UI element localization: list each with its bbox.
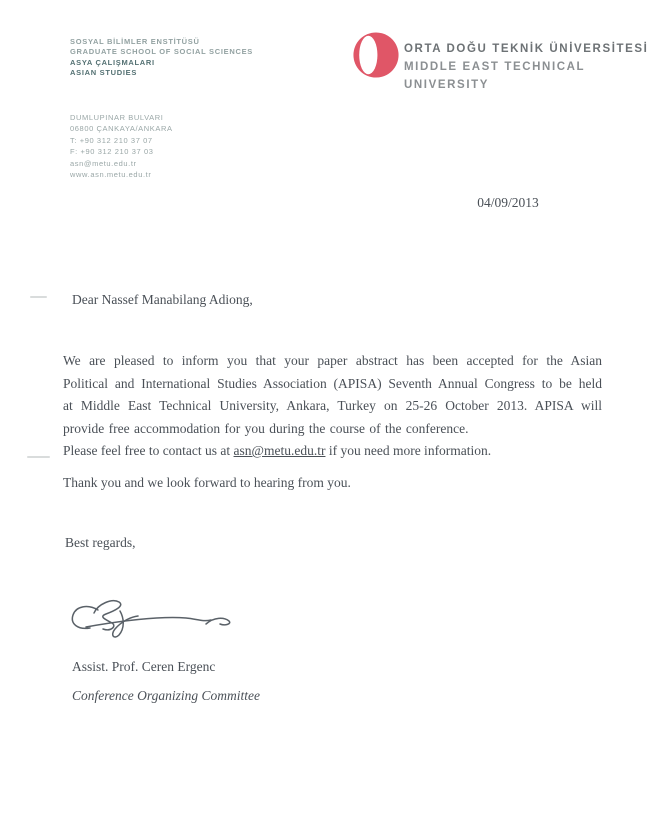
body-line: Political and International Studies Association (APISA) Seventh Annual Congress to be held (63, 375, 602, 391)
contact-block (70, 112, 173, 180)
contact-sentence-suffix: if you need more information. (325, 443, 492, 458)
program-name-en: ASIAN STUDIES (70, 68, 138, 78)
contact-sentence-prefix: Please feel free to contact us at (63, 443, 234, 458)
body-line: at Middle East Technical University, Ankara, Turkey on 25-26 October 2013. APISA will (63, 398, 602, 414)
body-line: provide free accommodation for you during the course of the conference. (63, 420, 469, 436)
department-name-en: GRADUATE SCHOOL OF SOCIAL SCIENCES (70, 47, 253, 57)
university-name-tr: ORTA DOĞU TEKNİK ÜNİVERSİTESİ (404, 43, 649, 55)
program-name-tr: ASYA ÇALIŞMALARI (70, 57, 155, 67)
body-paragraph-3: Thank you and we look forward to hearing from you. (63, 475, 351, 490)
department-name-tr: SOSYAL BİLİMLER ENSTİTÜSÜ (70, 37, 200, 46)
contact-email: asn@metu.edu.tr (70, 158, 137, 168)
university-name-en: MIDDLE EAST TECHNICAL UNIVERSITY (404, 61, 585, 91)
signature-image (64, 596, 242, 644)
body-paragraph-1 (63, 350, 602, 440)
body-line: We are pleased to inform you that your paper abstract has been accepted for the Asian (63, 353, 602, 368)
department-block (70, 37, 253, 79)
phone-number: T: +90 312 210 37 07 (70, 135, 153, 145)
email-link: asn@metu.edu.tr (233, 443, 326, 458)
address-street: DUMLUPINAR BULVARI (70, 113, 164, 122)
fold-mark (27, 456, 50, 458)
body-paragraph-2 (63, 443, 491, 459)
signer-role: Conference Organizing Committee (72, 688, 260, 703)
letter-date: 04/09/2013 (477, 195, 539, 210)
salutation: Dear Nassef Manabilang Adiong, (72, 292, 253, 307)
fold-mark (30, 296, 47, 298)
signer-name: Assist. Prof. Ceren Ergenc (72, 659, 216, 674)
address-city: 06800 ÇANKAYA/ANKARA (70, 124, 173, 134)
university-name-block (404, 40, 660, 94)
closing: Best regards, (65, 535, 136, 550)
contact-website: www.asn.metu.edu.tr (70, 170, 152, 180)
metu-logo-icon (352, 31, 400, 79)
fax-number: F: +90 312 210 37 03 (70, 147, 154, 157)
